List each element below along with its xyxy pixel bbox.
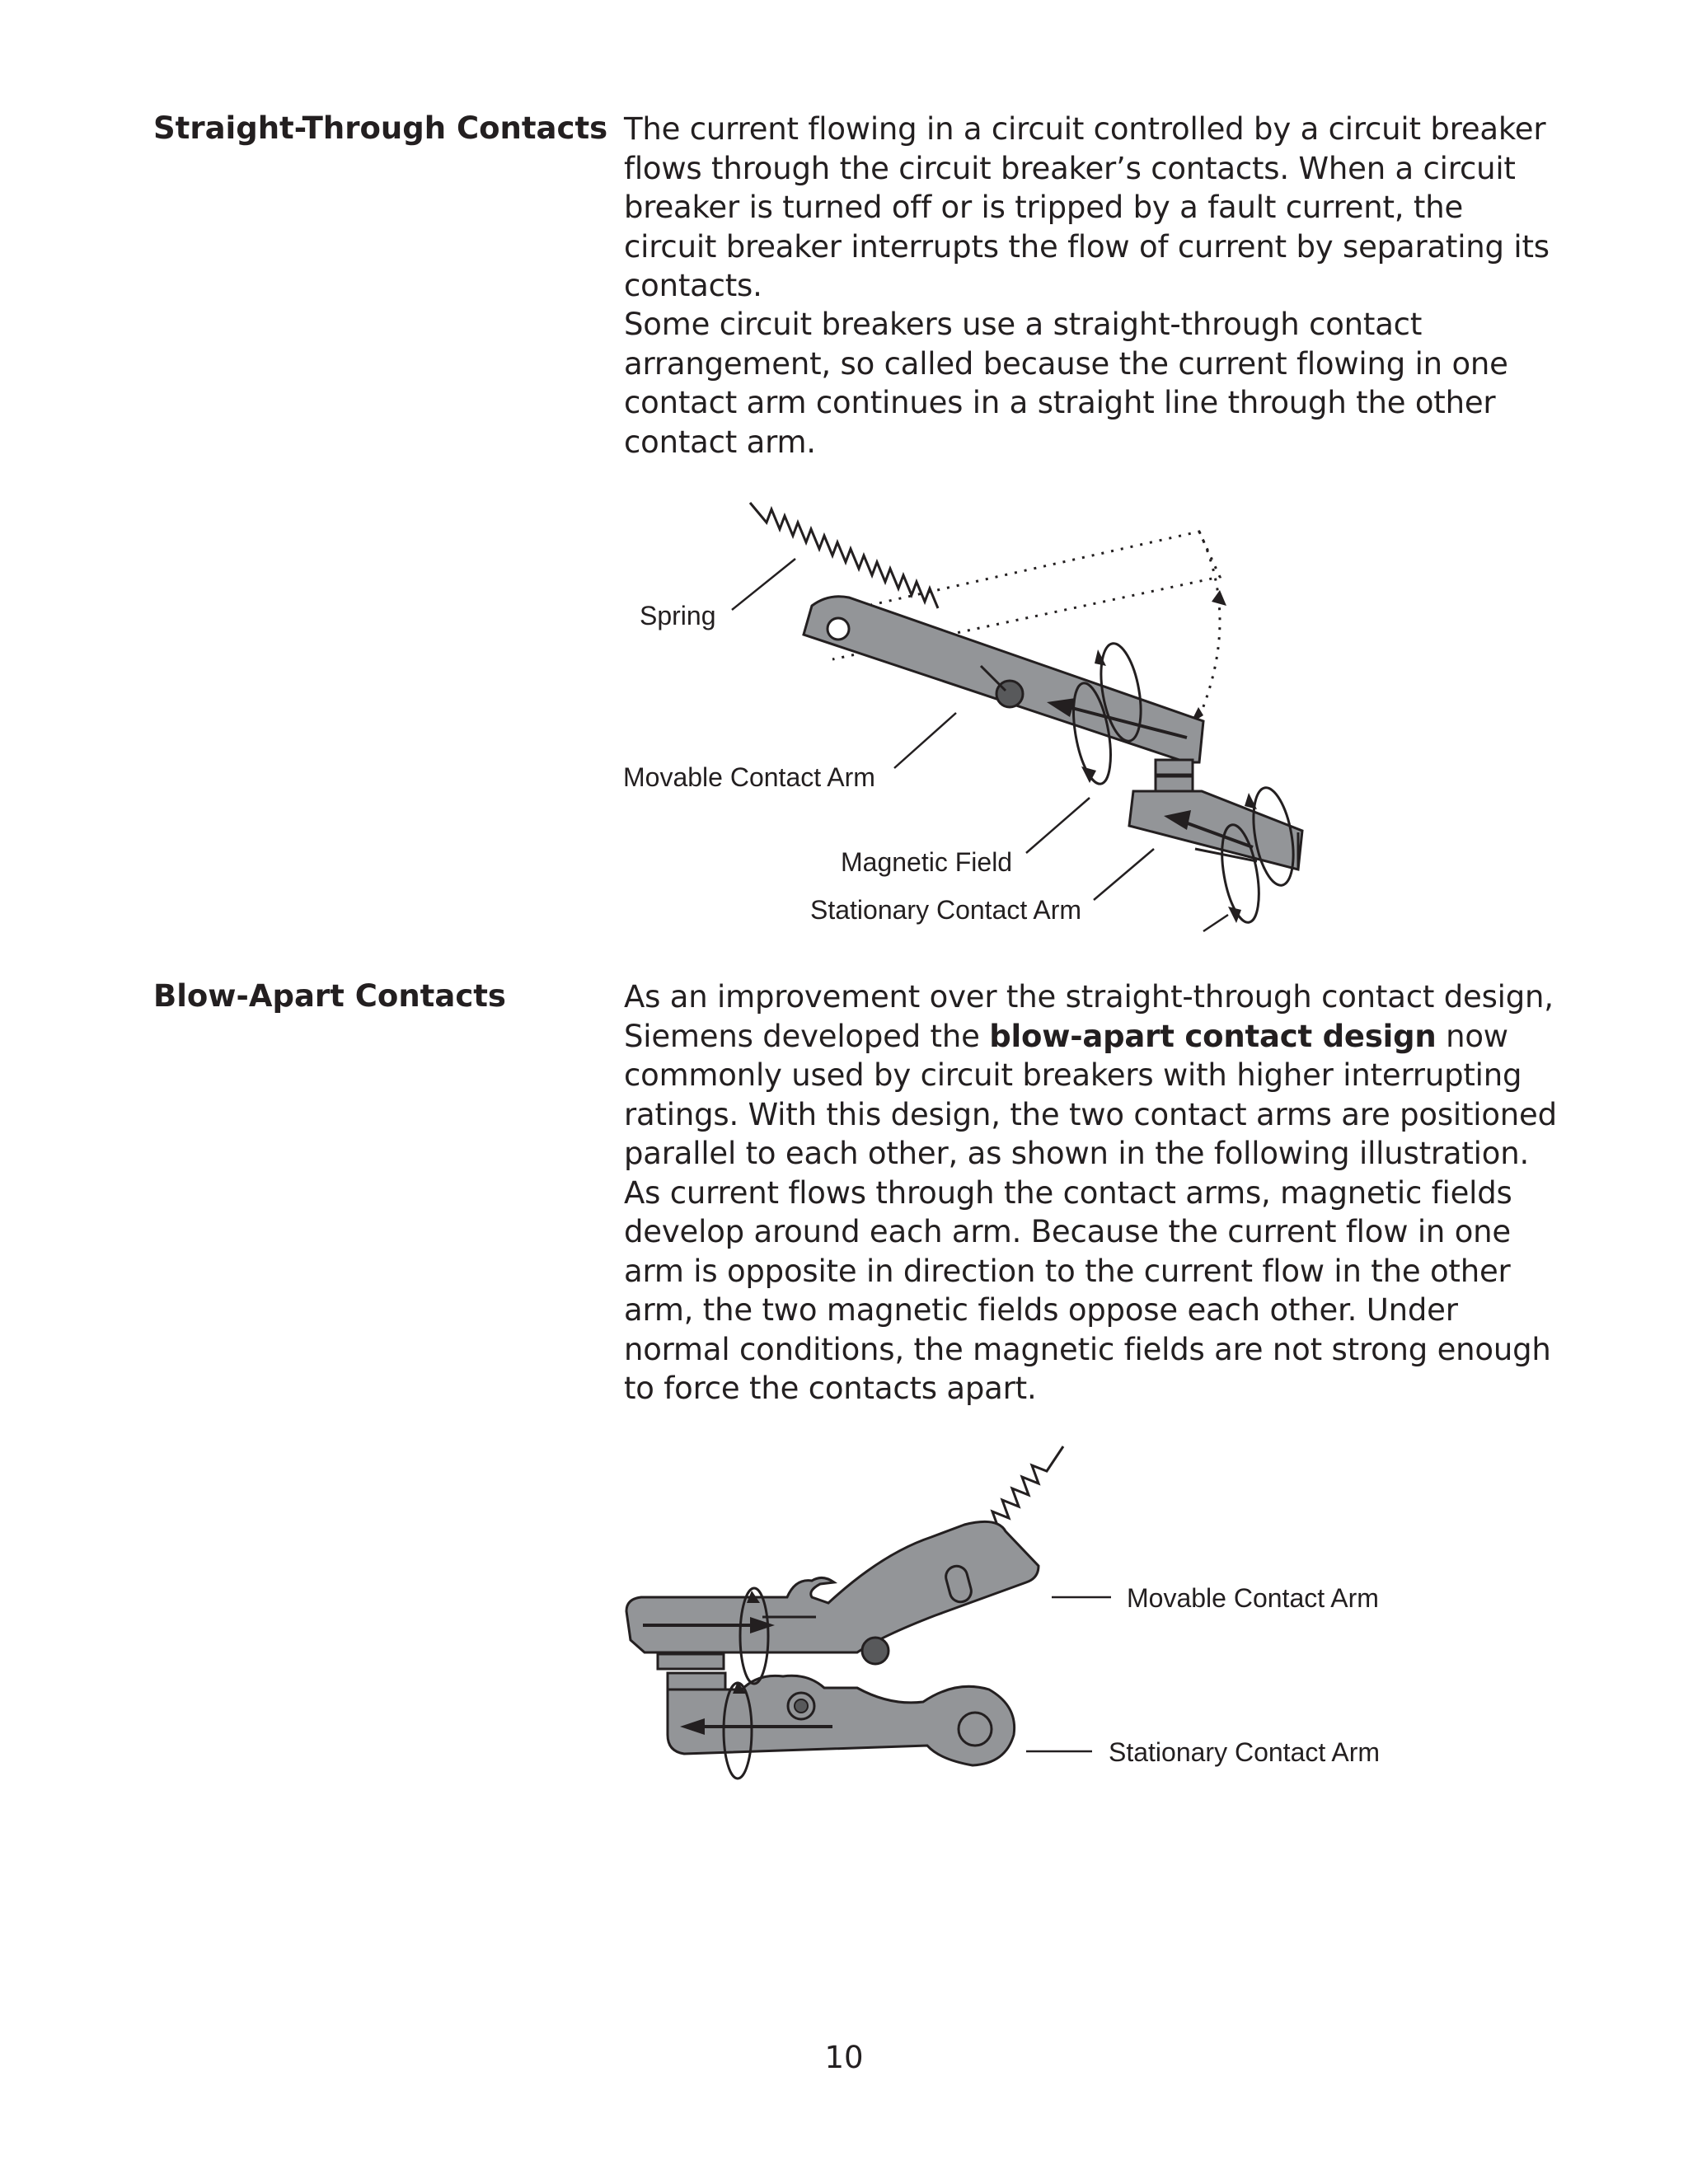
contact-button-upper	[1156, 760, 1193, 775]
section-heading-blow-apart: Blow-Apart Contacts	[153, 978, 506, 1014]
page-number: 10	[824, 2040, 864, 2075]
blow-apart-emphasis: blow-apart contact design	[989, 1018, 1437, 1054]
open-position-arrowhead	[1212, 590, 1226, 606]
movable-contact-arm	[804, 597, 1203, 762]
paragraph-straight-through-2: Some circuit breakers use a straight-through contact arrangement, so called because the current flowing in one contact arm continues in a straight line through the other contact arm.	[624, 307, 1508, 460]
label-spring: Spring	[640, 601, 716, 630]
section-heading-straight-through: Straight-Through Contacts	[153, 110, 608, 146]
spring	[750, 503, 938, 608]
label-stationary-contact-arm: Stationary Contact Arm	[810, 895, 1082, 925]
label-magnetic-field: Magnetic Field	[841, 847, 1013, 877]
contact-button-lower	[668, 1673, 725, 1690]
pivot-hole	[828, 618, 849, 640]
contact-button-upper	[658, 1654, 724, 1669]
paragraph-blow-apart: As an improvement over the straight-through contact design, Siemens developed the blow-apart contact design now commonly used by circuit breakers with higher interrupting ratings. With this design, the two contact arms are positioned parallel to each other, as shown in the following illustration. As current flows through the contact arms, magnetic fields develop around each arm. Because the current flow in one arm is opposite in direction to the current flow in the other arm, the two magnetic fields oppose each other. Under normal conditions, the magnetic fields are not strong enough to force the contacts apart.	[624, 979, 1557, 1406]
straight-through-contacts-figure	[610, 486, 1352, 948]
label-movable-contact-arm: Movable Contact Arm	[623, 762, 875, 792]
stationary-pivot-hole	[959, 1713, 992, 1746]
movable-contact-arm	[626, 1521, 1039, 1652]
label-stationary-contact-arm: Stationary Contact Arm	[1109, 1737, 1381, 1767]
blow-apart-contacts-figure	[610, 1434, 1418, 1821]
paragraph-straight-through-1: The current flowing in a circuit controlled by a circuit breaker flows through the circuit breaker’s contacts. When a circuit breaker is turned off or is tripped by a fault current, the circuit breaker interrupts the flow of current by separating its contacts.	[624, 111, 1550, 303]
label-movable-contact-arm: Movable Contact Arm	[1127, 1583, 1379, 1613]
stationary-contact-arm	[1129, 791, 1302, 869]
movable-pin	[862, 1638, 889, 1664]
contact-button-lower	[1156, 776, 1193, 791]
